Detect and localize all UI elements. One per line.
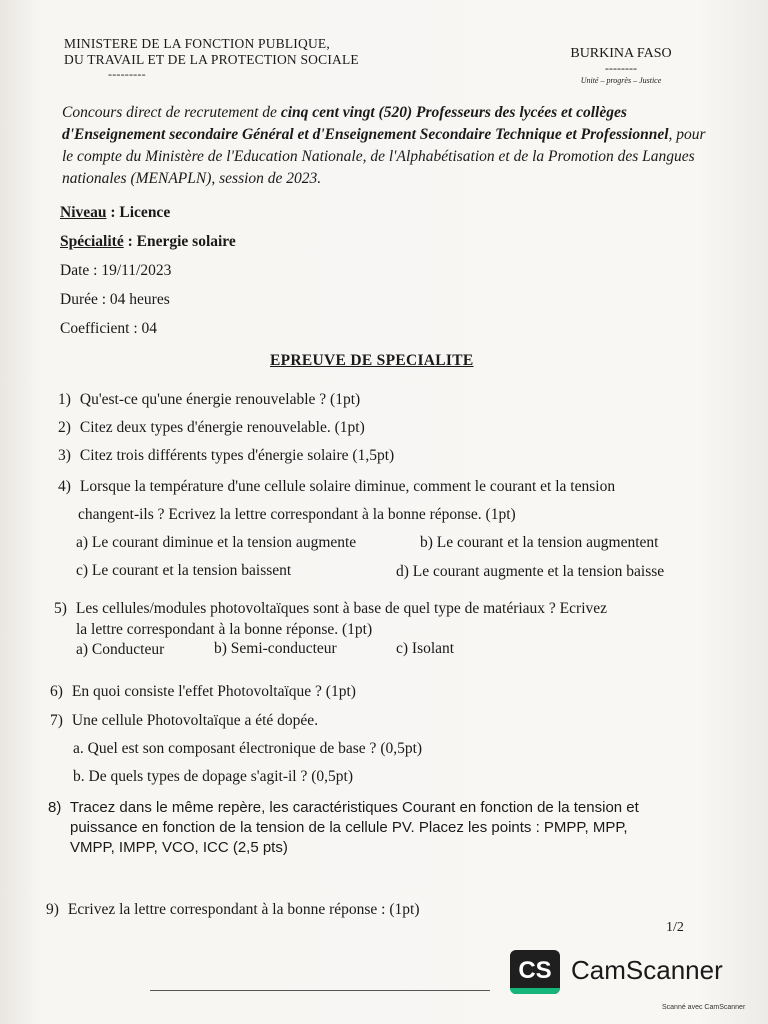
country-header [562, 46, 680, 85]
page-number: 1/2 [666, 920, 684, 935]
exam-title: EPREUVE DE SPECIALITE [270, 352, 474, 369]
question-7-number: 7) [50, 712, 63, 729]
question-4-option-b: b) Le courant et la tension augmentent [420, 534, 659, 551]
country-separator: -------- [605, 61, 637, 75]
question-3-number: 3) [58, 447, 71, 464]
question-7-part-b: b. De quels types de dopage s'agit-il ? (0,5pt) [73, 768, 353, 785]
question-6-text: En quoi consiste l'effet Photovoltaïque ? (1pt) [71, 683, 356, 700]
specialty-value: : Energie solaire [123, 233, 236, 250]
ministry-separator: --------- [108, 67, 146, 81]
question-4-text-line-2: changent-ils ? Ecrivez la lettre correspondant à la bonne réponse. (1pt) [78, 506, 516, 523]
question-4-option-d: d) Le courant augmente et la tension baisse [396, 563, 665, 580]
question-4-option-a: a) Le courant diminue et la tension augmente [76, 534, 357, 551]
question-8-text-line-3: VMPP, IMPP, VCO, ICC (2,5 pts) [70, 839, 288, 856]
question-6-number: 6) [50, 683, 63, 700]
scanner-footer: Scanné avec CamScanner [662, 1004, 746, 1011]
question-8-number: 8) [48, 799, 62, 816]
question-1 [58, 390, 360, 410]
exam-intro [62, 102, 710, 190]
specialty-line [60, 233, 236, 251]
national-motto: Unité – progrès – Justice [580, 76, 662, 85]
question-6 [50, 682, 356, 702]
question-3-text: Citez trois différents types d'énergie solaire (1,5pt) [79, 447, 395, 464]
exam-date: Date : 19/11/2023 [60, 262, 172, 279]
question-8-text-line-2: puissance en fonction de la tension de la cellule PV. Placez les points : PMPP, MPP, [70, 819, 628, 836]
question-4-number: 4) [58, 478, 71, 495]
ministry-line-1: MINISTERE DE LA FONCTION PUBLIQUE, [64, 36, 330, 51]
question-5-option-c: c) Isolant [396, 640, 455, 657]
ministry-header [64, 36, 359, 80]
question-4-text-line-1: Lorsque la température d'une cellule solaire diminue, comment le courant et la tension [79, 478, 616, 495]
exam-coefficient: Coefficient : 04 [60, 320, 157, 337]
question-4-option-c: c) Le courant et la tension baissent [76, 562, 292, 579]
question-9-number: 9) [46, 901, 59, 918]
country-name: BURKINA FASO [570, 46, 672, 61]
question-5-option-b: b) Semi-conducteur [214, 640, 337, 657]
page-bottom-rule [150, 990, 490, 991]
intro-text-1: Concours direct de recrutement de [62, 104, 281, 121]
camscanner-watermark: CamScanner [571, 955, 723, 985]
question-4 [58, 477, 615, 497]
question-2-text: Citez deux types d'énergie renouvelable. (1pt) [79, 419, 365, 436]
question-7 [50, 711, 318, 731]
question-5-option-a: a) Conducteur [76, 641, 165, 658]
question-5 [54, 599, 607, 619]
specialty-label: Spécialité [60, 233, 124, 250]
exam-duration: Durée : 04 heures [60, 291, 170, 308]
ministry-line-2: DU TRAVAIL ET DE LA PROTECTION SOCIALE [64, 52, 359, 67]
intro-text-2: , pour le compte du Ministère de l'Education Nationale, de l'Alphabétisation et de la Promotion des Langues nationales (MENAPLN), session de 2023. [62, 126, 706, 187]
question-2-number: 2) [58, 419, 71, 436]
question-7-text: Une cellule Photovoltaïque a été dopée. [71, 712, 319, 729]
question-5-text-line-2: la lettre correspondant à la bonne réponse. (1pt) [76, 621, 373, 638]
question-1-text: Qu'est-ce qu'une énergie renouvelable ? (1pt) [79, 391, 361, 408]
question-1-number: 1) [58, 391, 71, 408]
question-8 [48, 799, 639, 816]
level-value: : Licence [106, 204, 171, 221]
question-3 [58, 446, 394, 466]
level-line [60, 204, 170, 222]
level-label: Niveau [60, 204, 107, 221]
question-9-text: Ecrivez la lettre correspondant à la bonne réponse : (1pt) [67, 901, 420, 918]
question-5-number: 5) [54, 600, 67, 617]
question-8-text-line-1: Tracez dans le même repère, les caractéristiques Courant en fonction de la tension et [69, 799, 639, 816]
intro-text-bold: cinq cent vingt (520) Professeurs des lycées et collèges d'Enseignement secondaire Général et d'Enseignement Secondaire Technique et Professionnel [62, 104, 669, 143]
question-9 [46, 900, 420, 920]
question-7-part-a: a. Quel est son composant électronique de base ? (0,5pt) [73, 740, 423, 757]
camscanner-logo-icon: CS [510, 950, 560, 994]
question-2 [58, 418, 365, 438]
question-5-text-line-1: Les cellules/modules photovoltaïques sont à base de quel type de matériaux ? Ecrivez [75, 600, 608, 617]
